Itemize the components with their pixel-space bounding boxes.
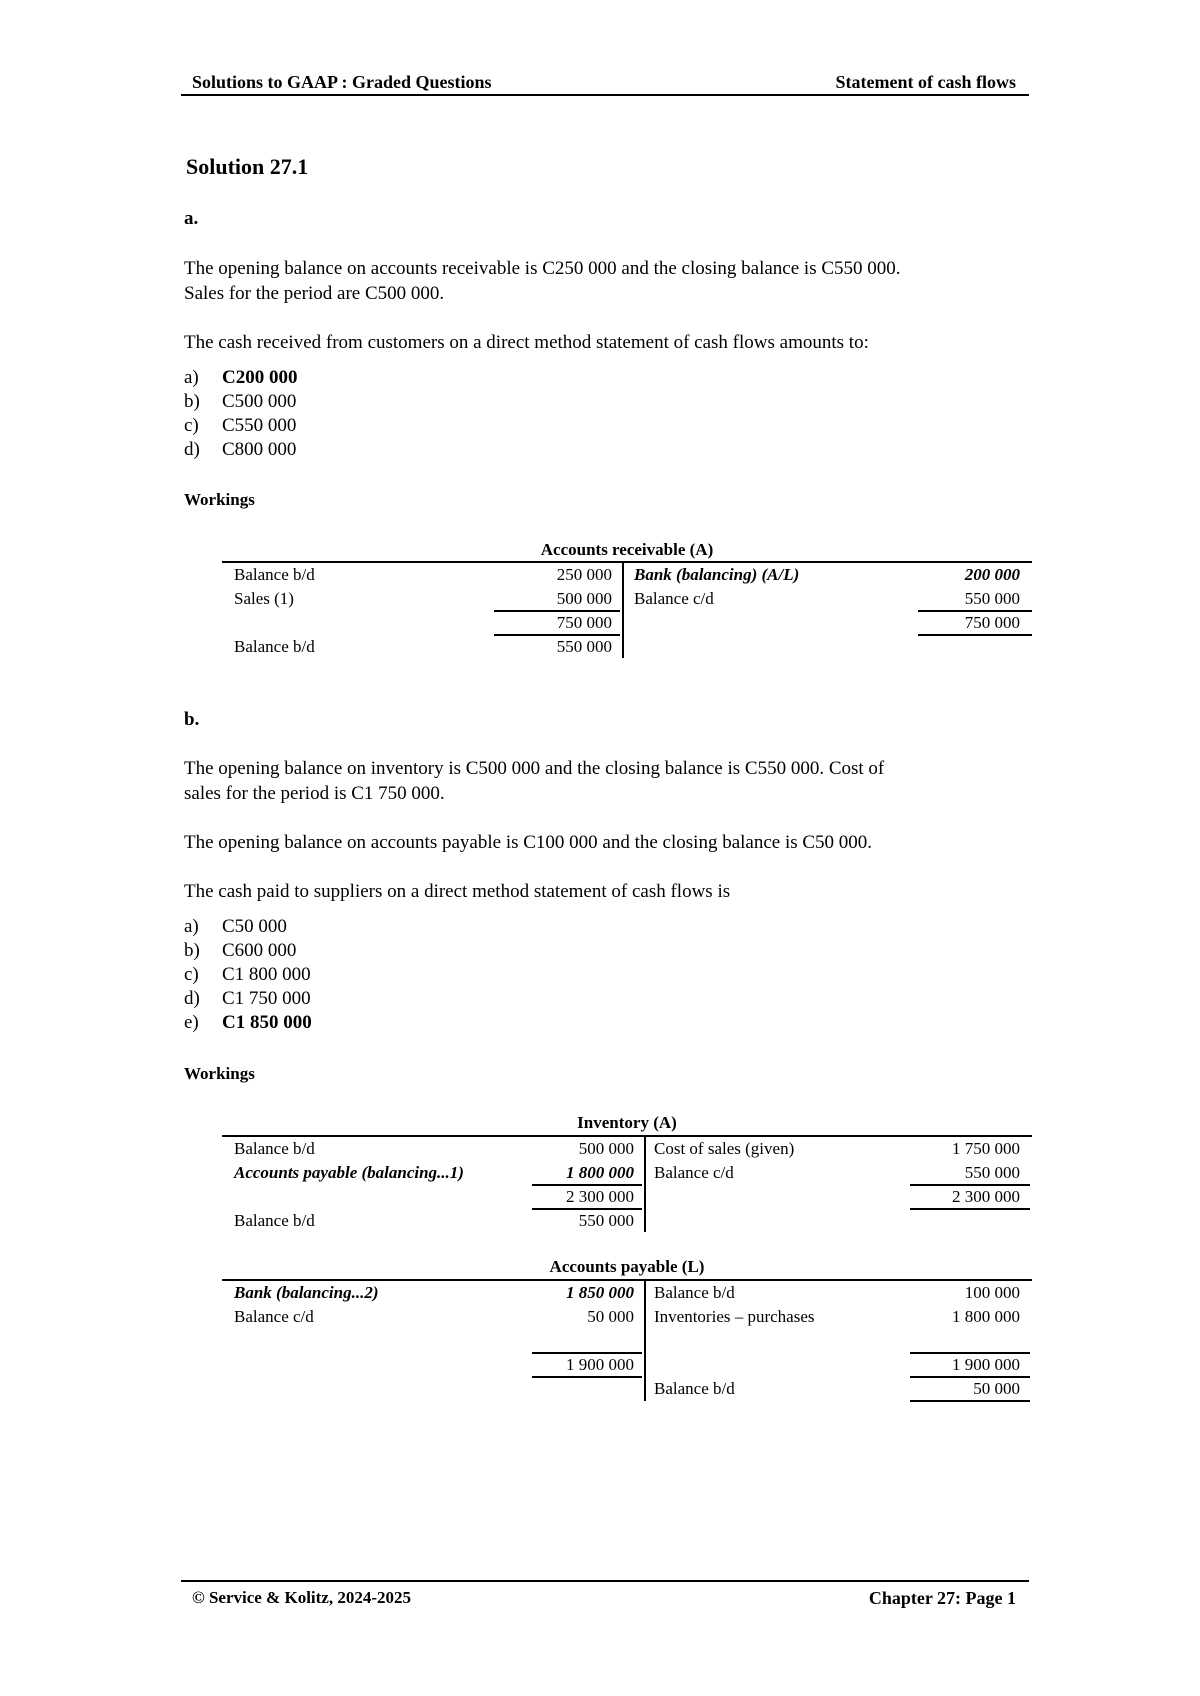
total-rule bbox=[910, 1400, 1030, 1402]
ledger-cell: 1 900 000 bbox=[566, 1355, 634, 1374]
workings-label-a: Workings bbox=[184, 490, 255, 509]
ledger-cell: 550 000 bbox=[964, 1163, 1020, 1182]
option-item: c) C550 000 bbox=[184, 415, 297, 436]
part-b-para2: The opening balance on accounts payable is C100 000 and the closing balance is C50 000. bbox=[184, 832, 873, 853]
ledger-cell: Balance c/d bbox=[234, 1307, 314, 1326]
ledger-cell: Accounts payable (balancing...1) bbox=[234, 1163, 464, 1182]
part-a-label: a. bbox=[184, 208, 199, 229]
ledger-top-rule bbox=[222, 1279, 1032, 1281]
total-rule bbox=[532, 1376, 642, 1378]
option-item: a) C50 000 bbox=[184, 916, 287, 937]
ledger-divider bbox=[644, 1136, 646, 1232]
ledger-cell: 50 000 bbox=[587, 1307, 634, 1326]
ledger-top-rule bbox=[222, 561, 1032, 563]
part-b-para3: The cash paid to suppliers on a direct method statement of cash flows is bbox=[184, 881, 731, 902]
ledger-title: Inventory (A) bbox=[577, 1113, 677, 1132]
ledger-cell: Balance b/d bbox=[654, 1379, 735, 1398]
ledger-cell: 750 000 bbox=[556, 613, 612, 632]
footer-left: © Service & Kolitz, 2024-2025 bbox=[192, 1588, 412, 1607]
ledger-cell: 2 300 000 bbox=[566, 1187, 634, 1206]
part-a-para2: The cash received from customers on a direct method statement of cash flows amounts to: bbox=[184, 332, 869, 353]
ledger-cell: 750 000 bbox=[964, 613, 1020, 632]
ledger-cell: 550 000 bbox=[964, 589, 1020, 608]
part-b-label: b. bbox=[184, 709, 200, 730]
part-b-para1-line1: The opening balance on inventory is C500 000 and the closing balance is C550 000. Cost of bbox=[184, 758, 885, 779]
option-item: e) C1 850 000 bbox=[184, 1012, 312, 1033]
header-left: Solutions to GAAP : Graded Questions bbox=[192, 72, 492, 92]
part-a-para1-line2: Sales for the period are C500 000. bbox=[184, 283, 445, 304]
option-item: b) C600 000 bbox=[184, 940, 297, 961]
ledger-cell: Balance b/d bbox=[234, 565, 315, 584]
header-rule bbox=[181, 94, 1029, 96]
ledger-cell: 200 000 bbox=[964, 565, 1020, 584]
part-a-para1-line1: The opening balance on accounts receivable is C250 000 and the closing balance is C550 000. bbox=[184, 258, 901, 279]
part-b-para1-line2: sales for the period is C1 750 000. bbox=[184, 783, 445, 804]
ledger-cell: Balance b/d bbox=[654, 1283, 735, 1302]
ledger-cell: 550 000 bbox=[556, 637, 612, 656]
ledger-cell: Inventories – purchases bbox=[654, 1307, 815, 1326]
footer-right: Chapter 27: Page 1 bbox=[868, 1588, 1016, 1608]
ledger-cell: Bank (balancing) (A/L) bbox=[634, 565, 800, 584]
ledger-cell: Balance c/d bbox=[634, 589, 714, 608]
ledger-cell: 1 800 000 bbox=[566, 1163, 634, 1182]
header-right: Statement of cash flows bbox=[835, 72, 1016, 92]
ledger-cell: Balance b/d bbox=[234, 1139, 315, 1158]
option-item: a) C200 000 bbox=[184, 367, 298, 388]
ledger-cell: 1 800 000 bbox=[952, 1307, 1020, 1326]
ledger-cell: 2 300 000 bbox=[952, 1187, 1020, 1206]
ledger-cell: Bank (balancing...2) bbox=[234, 1283, 379, 1302]
ledger-cell: 500 000 bbox=[578, 1139, 634, 1158]
ledger-title: Accounts payable (L) bbox=[549, 1257, 705, 1276]
option-item: d) C800 000 bbox=[184, 439, 297, 460]
ledger-cell: 1 900 000 bbox=[952, 1355, 1020, 1374]
option-item: c) C1 800 000 bbox=[184, 964, 311, 985]
ledger-cell: Balance b/d bbox=[234, 637, 315, 656]
ledger-cell: Cost of sales (given) bbox=[654, 1139, 795, 1158]
ledger-cell: Sales (1) bbox=[234, 589, 294, 608]
ledger-cell: 1 750 000 bbox=[952, 1139, 1020, 1158]
ledger-cell: Balance c/d bbox=[654, 1163, 734, 1182]
part-b-options bbox=[184, 915, 312, 1035]
total-rule bbox=[918, 634, 1032, 636]
ledger-cell: 50 000 bbox=[973, 1379, 1020, 1398]
ledger-cell: 1 850 000 bbox=[566, 1283, 634, 1302]
option-item: d) C1 750 000 bbox=[184, 988, 311, 1009]
ledger-divider bbox=[644, 1280, 646, 1401]
part-a-options bbox=[184, 366, 297, 462]
workings-label-b: Workings bbox=[184, 1064, 255, 1083]
ledger-top-rule bbox=[222, 1135, 1032, 1137]
ledger-cell: 550 000 bbox=[578, 1211, 634, 1230]
ledger-title: Accounts receivable (A) bbox=[540, 540, 714, 559]
ledger-cell: Balance b/d bbox=[234, 1211, 315, 1230]
ledger-divider bbox=[622, 562, 624, 658]
option-item: b) C500 000 bbox=[184, 391, 297, 412]
footer-rule bbox=[181, 1580, 1029, 1582]
ledger-cell: 100 000 bbox=[964, 1283, 1020, 1302]
solution-title: Solution 27.1 bbox=[186, 154, 309, 179]
ledger-cell: 500 000 bbox=[556, 589, 612, 608]
ledger-cell: 250 000 bbox=[556, 565, 612, 584]
total-rule bbox=[910, 1208, 1030, 1210]
